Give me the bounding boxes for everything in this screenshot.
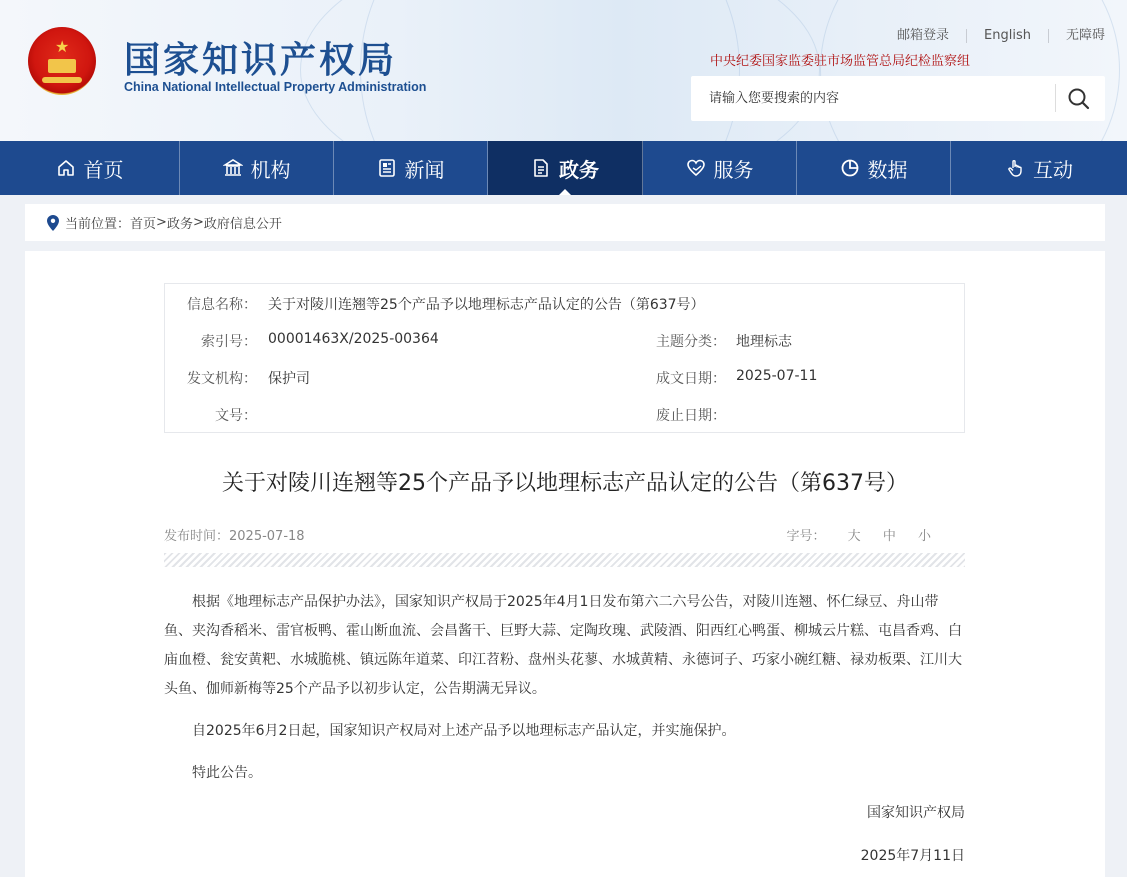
publish-time: 发布时间：2025-07-18	[164, 529, 305, 544]
national-emblem-icon[interactable]: ★	[28, 27, 96, 95]
info-row-docno	[165, 405, 964, 442]
sign-date: 2025年7月11日	[860, 848, 965, 864]
divider-stripe	[164, 553, 965, 567]
location-pin-icon	[47, 215, 59, 231]
info-row-index	[165, 331, 964, 368]
info-name-label: 信息名称：	[187, 297, 257, 313]
info-expire-label: 废止日期：	[656, 408, 726, 424]
font-size-small-button[interactable]: 小	[917, 529, 931, 544]
nav-label: 互动	[1033, 157, 1073, 182]
nav-label: 政务	[559, 157, 599, 182]
nav-label: 数据	[867, 157, 908, 182]
info-row-issuer	[165, 368, 964, 405]
info-row-name	[165, 294, 964, 331]
info-docno-label: 文号：	[215, 408, 257, 424]
info-topic-label: 主题分类：	[656, 334, 726, 350]
site-logo-title[interactable]: 国家知识产权局	[124, 40, 398, 81]
breadcrumb	[25, 204, 1105, 241]
nav-label: 机构	[250, 157, 291, 182]
content-panel	[25, 251, 1105, 877]
font-size-switcher	[787, 525, 931, 544]
font-size-medium-button[interactable]: 中	[882, 529, 896, 544]
nav-item-organization[interactable]	[180, 141, 334, 195]
breadcrumb-info-disclosure[interactable]: 政府信息公开	[203, 217, 282, 232]
article-paragraph: 特此公告。	[192, 765, 262, 781]
nav-item-government-affairs[interactable]	[488, 141, 643, 195]
breadcrumb-separator: >	[156, 215, 167, 230]
supervision-link[interactable]: 中央纪委国家监委驻市场监管总局纪检监察组	[710, 54, 971, 69]
home-icon	[56, 158, 76, 178]
document-icon	[531, 158, 551, 178]
info-issuer-value: 保护司	[268, 371, 310, 387]
nav-item-interaction[interactable]	[951, 141, 1127, 195]
search-icon	[1065, 85, 1093, 113]
info-topic-value: 地理标志	[736, 334, 792, 350]
breadcrumb-home[interactable]: 首页	[130, 217, 157, 232]
info-name-value: 关于对陵川连翘等25个产品予以地理标志产品认定的公告（第637号）	[268, 297, 705, 313]
breadcrumb-separator: >	[192, 215, 204, 230]
font-size-label: 字号：	[786, 529, 826, 544]
search-input[interactable]	[691, 76, 1053, 121]
search-box	[691, 76, 1105, 121]
signature: 国家知识产权局	[867, 805, 965, 821]
search-divider	[1055, 84, 1056, 112]
nav-item-services[interactable]	[643, 141, 797, 195]
accessibility-link[interactable]: 无障碍	[1048, 29, 1105, 43]
english-link[interactable]: English	[966, 29, 1048, 43]
info-index-value: 00001463X/2025-00364	[268, 331, 439, 347]
pie-chart-icon	[840, 158, 860, 178]
font-size-large-button[interactable]: 大	[847, 529, 861, 544]
site-header	[0, 0, 1127, 141]
nav-label: 首页	[83, 157, 124, 182]
search-button[interactable]	[1065, 85, 1093, 113]
article-body	[164, 588, 965, 801]
info-issuer-label: 发文机构：	[187, 371, 257, 387]
info-date-label: 成文日期：	[656, 371, 726, 387]
site-logo-subtitle[interactable]: China National Intellectual Property Administration	[124, 80, 427, 94]
nav-item-home[interactable]	[0, 141, 180, 195]
nav-item-news[interactable]	[334, 141, 488, 195]
info-date-value: 2025-07-11	[736, 368, 818, 384]
info-table	[164, 283, 965, 433]
news-icon	[377, 158, 397, 178]
breadcrumb-government-affairs[interactable]: 政务	[166, 217, 193, 232]
top-links	[880, 29, 1105, 43]
article-paragraph: 自2025年6月2日起，国家知识产权局对上述产品予以地理标志产品认定，并实施保护。	[192, 723, 736, 739]
building-icon	[223, 158, 243, 178]
breadcrumb-prefix: 当前位置：	[65, 217, 131, 232]
nav-label: 服务	[713, 157, 754, 182]
main-nav	[0, 141, 1127, 195]
mail-login-link[interactable]: 邮箱登录	[897, 28, 950, 43]
nav-item-data[interactable]	[797, 141, 951, 195]
heart-hand-icon	[686, 158, 706, 178]
hand-pointer-icon	[1005, 158, 1025, 178]
article-title: 关于对陵川连翘等25个产品予以地理标志产品认定的公告（第637号）	[222, 471, 908, 496]
info-index-label: 索引号：	[201, 334, 257, 350]
article-paragraph: 根据《地理标志产品保护办法》，国家知识产权局于2025年4月1日发布第六二六号公告，对陵川连翘、怀仁绿豆、舟山带鱼、夹沟香稻米、雷官板鸭、霍山断血流、会昌酱干、巨野大蒜、定陶玫瑰、武陵酒、阳西红心鸭蛋、柳城云片糕、屯昌香鸡、白庙血橙、瓮安黄粑、水城脆桃、镇远陈年道菜、印江苕粉、盘州头花蓼、水城黄精、永德诃子、巧家小碗红糖、禄劝板栗、江川大头鱼、伽师新梅等25个产品予以初步认定，公告期满无异议。	[164, 594, 962, 697]
nav-label: 新闻	[404, 157, 445, 182]
